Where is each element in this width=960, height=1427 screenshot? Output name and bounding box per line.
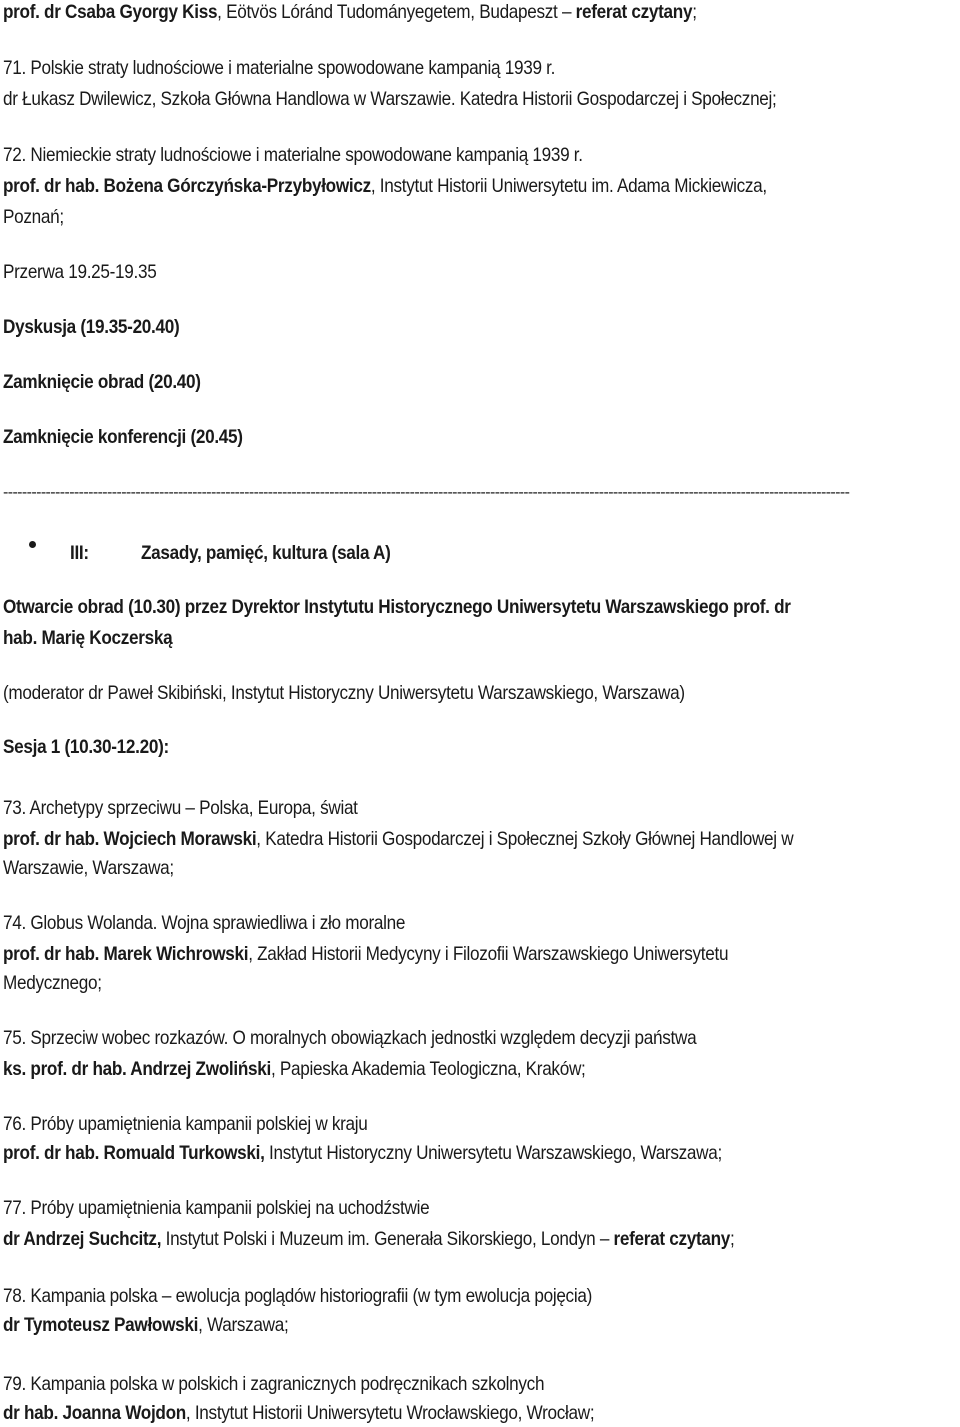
speaker-name: prof. dr hab. Wojciech Morawski <box>3 828 257 850</box>
talk-title-79: 79. Kampania polska w polskich i zagranicznych podręcznikach szkolnych <box>3 1373 545 1395</box>
affiliation: , Eötvös Lóránd Tudományegetem, Budapeszt – <box>217 1 576 23</box>
affiliation: , Zakład Historii Medycyny i Filozofii Warszawskiego Uniwersytetu <box>248 943 729 965</box>
affiliation: Instytut Polski i Muzeum im. Generała Sikorskiego, Londyn – <box>161 1228 614 1250</box>
speaker-name: prof. dr hab. Bożena Górczyńska-Przybyłowicz <box>3 175 371 197</box>
speaker-name: prof. dr Csaba Gyorgy Kiss <box>3 1 218 23</box>
talk-title-77: 77. Próby upamiętnienia kampanii polskiej na uchodźstwie <box>3 1197 430 1219</box>
affiliation: , Warszawa; <box>198 1314 289 1336</box>
speaker-line-76 <box>3 1141 722 1165</box>
speaker-line-74-cont: Medycznego; <box>3 972 102 994</box>
speaker-line <box>3 0 697 24</box>
talk-title-76: 76. Próby upamiętnienia kampanii polskiej w kraju <box>3 1113 368 1135</box>
speaker-line-73-cont: Warszawie, Warszawa; <box>3 857 174 879</box>
talk-title-74: 74. Globus Wolanda. Wojna sprawiedliwa i zło moralne <box>3 912 406 934</box>
talk-title-71: 71. Polskie straty ludnościowe i materialne spowodowane kampanią 1939 r. <box>3 57 556 79</box>
speaker-line-71: dr Łukasz Dwilewicz, Szkoła Główna Handlowa w Warszawie. Katedra Historii Gospodarczej i Społecznej; <box>3 88 777 110</box>
affiliation: , Katedra Historii Gospodarczej i Społecznej Szkoły Głównej Handlowej w <box>256 828 794 850</box>
discussion-line: Dyskusja (19.35-20.40) <box>3 316 180 338</box>
speaker-line-73 <box>3 827 793 851</box>
affiliation: , Instytut Historii Uniwersytetu im. Adama Mickiewicza, <box>370 175 767 197</box>
speaker-line-78 <box>3 1313 288 1337</box>
speaker-name: dr hab. Joanna Wojdon <box>3 1402 186 1424</box>
speaker-line-72-cont: Poznań; <box>3 206 64 228</box>
affiliation: , Instytut Historii Uniwersytetu Wrocławskiego, Wrocław; <box>185 1402 595 1424</box>
punct: ; <box>692 1 697 23</box>
talk-title-72: 72. Niemieckie straty ludnościowe i materialne spowodowane kampanią 1939 r. <box>3 144 583 166</box>
section-number: III: <box>70 542 89 564</box>
speaker-name: dr Tymoteusz Pawłowski <box>3 1314 199 1336</box>
closing-conference-line: Zamknięcie konferencji (20.45) <box>3 426 243 448</box>
note: referat czytany <box>613 1228 731 1250</box>
affiliation: Instytut Historyczny Uniwersytetu Warszawskiego, Warszawa; <box>264 1142 722 1164</box>
dashed-separator: ----------------------------------------------------------------------------------------------------------------------------------------------------------------------------------- <box>3 484 850 501</box>
speaker-line-79 <box>3 1401 594 1425</box>
break-line: Przerwa 19.25-19.35 <box>3 261 157 283</box>
talk-title-75: 75. Sprzeciw wobec rozkazów. O moralnych obowiązkach jednostki względem decyzji państwa <box>3 1027 697 1049</box>
bullet-icon <box>29 541 36 548</box>
speaker-name: ks. prof. dr hab. Andrzej Zwoliński <box>3 1058 271 1080</box>
opening-line: Otwarcie obrad (10.30) przez Dyrektor Instytutu Historycznego Uniwersytetu Warszawskiego prof. dr <box>3 596 791 618</box>
affiliation: , Papieska Akademia Teologiczna, Kraków; <box>270 1058 586 1080</box>
speaker-line-72 <box>3 174 767 198</box>
speaker-name: prof. dr hab. Marek Wichrowski <box>3 943 249 965</box>
opening-line-cont: hab. Marię Koczerską <box>3 627 173 649</box>
punct: ; <box>730 1228 735 1250</box>
talk-title-78: 78. Kampania polska – ewolucja poglądów historiografii (w tym ewolucja pojęcia) <box>3 1285 592 1307</box>
closing-session-line: Zamknięcie obrad (20.40) <box>3 371 201 393</box>
talk-title-73: 73. Archetypy sprzeciwu – Polska, Europa, świat <box>3 797 358 819</box>
session-heading: Sesja 1 (10.30-12.20): <box>3 736 169 758</box>
moderator-line: (moderator dr Paweł Skibiński, Instytut Historyczny Uniwersytetu Warszawskiego, Warszawa) <box>3 682 685 704</box>
speaker-name: dr Andrzej Suchcitz, <box>3 1228 162 1250</box>
section-title: Zasady, pamięć, kultura (sala A) <box>141 542 391 564</box>
note: referat czytany <box>575 1 693 23</box>
speaker-line-74 <box>3 942 728 966</box>
speaker-line-77 <box>3 1227 735 1251</box>
speaker-line-75 <box>3 1057 585 1081</box>
speaker-name: prof. dr hab. Romuald Turkowski, <box>3 1142 265 1164</box>
